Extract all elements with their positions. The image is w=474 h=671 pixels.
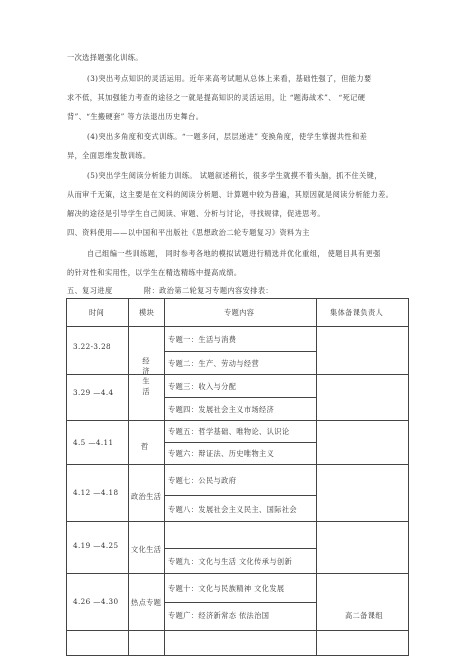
time-cell: 4.19 —4.25 — [73, 541, 119, 550]
header-time: 时间 — [89, 308, 105, 317]
topic-cell: 专题三：收入与分配 — [168, 382, 237, 391]
paragraph-line: 自己组编一些训练题， 同时参考各地的模拟试题进行精选并优化重组， 使题目具有更强 — [87, 249, 381, 258]
paragraph-line: (5)突出学生阅读分析能力训练。 试题叙述稍长，很多学生就摸不着头脑，抓不住关键， — [87, 171, 382, 180]
table-divider — [67, 521, 408, 522]
schedule-table — [66, 298, 409, 656]
paragraph-line: (4)突出多角度和变式训练。“一题多问，层层递进” 变换角度，使学生掌握共性和差 — [87, 132, 368, 141]
time-cell: 3.22-3.28 — [73, 342, 112, 351]
topic-cell: 专题十：文化与民族精神 文化发展 — [168, 584, 285, 593]
module-cell: 热点专题 — [131, 598, 162, 607]
time-cell: 4.5 —4.11 — [73, 438, 114, 447]
paragraph-line: 解决的途径是引导学生自己阅读、审题、分析与讨论，寻找规律，促进思考。 — [67, 209, 325, 218]
paragraph-line: 异，全面思维发散训练。 — [67, 151, 151, 160]
paragraph-line: 的针对性和实用性，以学生在精选精练中提高成绩。 — [67, 268, 242, 277]
topic-cell: 专题七：公民与政府 — [168, 476, 237, 485]
topic-cell: 专题四：发展社会主义市场经济 — [168, 405, 275, 414]
header-content: 专题内容 — [224, 308, 255, 317]
time-cell: 4.26 —4.30 — [73, 597, 119, 606]
table-divider — [316, 299, 317, 655]
topic-cell: 专题二：生产、劳动与经营 — [168, 359, 260, 368]
header-owner: 集体备课负责人 — [330, 308, 384, 317]
paragraph-line: 一次选择题强化训练。 — [67, 53, 143, 62]
module-cell: 经济生活 — [142, 357, 151, 398]
time-cell: 3.29 —4.4 — [73, 388, 114, 397]
paragraph-line: 求不低，其加强能力考查的途径之一就是提高知识的灵活运用，让 “题海战术”、 “死记硬 — [67, 93, 366, 102]
topic-cell: 专题六：辩证法、历史唯物主义 — [168, 449, 275, 458]
table-divider — [67, 630, 408, 631]
table-divider — [164, 351, 316, 352]
table-divider — [67, 420, 408, 421]
topic-cell: 专题广：经济新常态 依法治国 — [168, 611, 270, 620]
module-cell: 政治生活 — [131, 492, 162, 501]
table-divider — [164, 442, 316, 443]
section-heading: 四、资料使用——以中国和平出版社《思想政治二轮专题复习》资料为主 — [67, 228, 310, 237]
table-divider — [67, 573, 408, 574]
topic-cell: 专题八：发展社会主义民主、国际社会 — [168, 505, 297, 514]
table-divider — [67, 464, 408, 465]
table-divider — [164, 397, 316, 398]
owner-cell: 高二备课组 — [345, 611, 383, 620]
topic-cell: 专题一：生活与消费 — [168, 335, 237, 344]
paragraph-line: 从而审千无策，这主要是在文科的阅读分析题、计算题中较为普遍，其原因就是阅读分析能力差。 — [67, 190, 394, 199]
time-cell: 4.12 —4.18 — [73, 488, 119, 497]
topic-cell: 专题九：文化与生活 文化传承与创新 — [168, 557, 293, 566]
paragraph-line: (3)突出考点知识的灵活运用。近年来高考试题从总体上来看，基础性强了，但能力要 — [87, 74, 372, 83]
module-cell: 文化生活 — [131, 545, 162, 554]
table-divider — [128, 299, 129, 655]
section-heading: 五、复习进度 — [67, 286, 113, 295]
paragraph-line: 背”、“生搬硬套” 等方法退出历史舞台。 — [67, 112, 204, 121]
table-divider — [164, 495, 316, 496]
table-divider — [67, 326, 408, 327]
topic-cell: 专题五：哲学基础、唯物论、认识论 — [168, 427, 290, 436]
table-divider — [164, 548, 316, 549]
header-module: 模块 — [139, 308, 155, 317]
table-caption: 附：政治第二轮复习专题内容安排表： — [144, 286, 273, 295]
module-cell: 哲 — [141, 442, 149, 451]
table-divider — [67, 374, 408, 375]
table-divider — [164, 602, 316, 603]
